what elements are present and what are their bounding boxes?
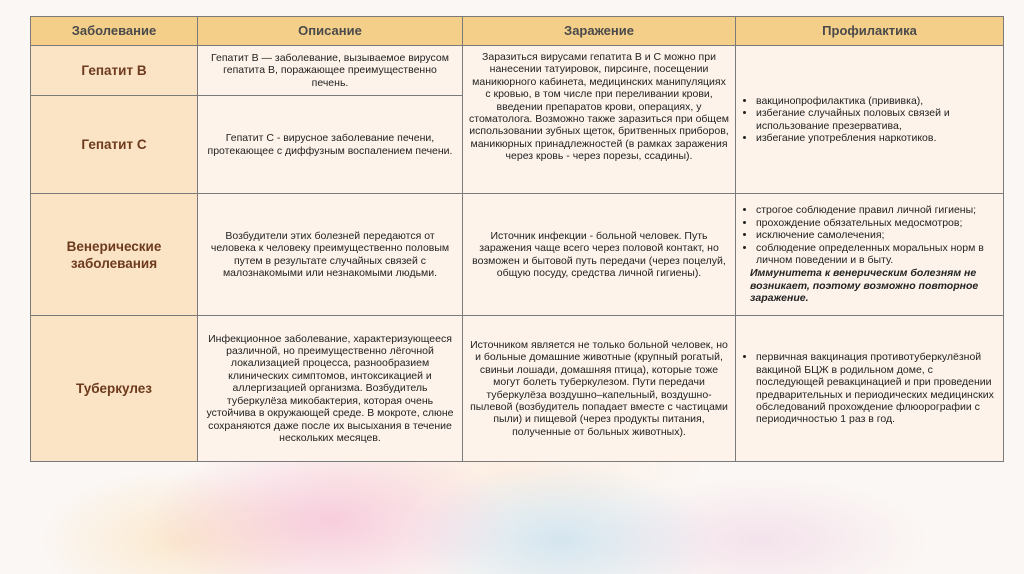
header-prevention: Профилактика: [736, 17, 1004, 46]
header-disease: Заболевание: [31, 17, 198, 46]
infection-venereal: Источник инфекции - больной человек. Путь заражения чаще всего через половой контакт, но возможен и бытовой путь передачи (через поцелуй, общую посуду, средства личной гигиены).: [463, 194, 736, 316]
list-item: • прохождение обязательных медосмотров;: [756, 217, 997, 229]
immunity-note: Иммунитета к венерическим болезням не возникает, поэтому возможно повторное заражение.: [750, 267, 979, 305]
description-tuberculosis: Инфекционное заболевание, характеризующееся различной, но преимущественно лёгочной локализацией процесса, разнообразием клинических симптомов, интоксикацией и аллергизацией организма. Возбудитель туберкулёза микобактерия, которая очень устойчива в окружающей среде. В мокроте, слюне сохраняются даже после их высыхания в течение нескольких месяцев.: [198, 316, 463, 462]
disease-name-tuberculosis: Туберкулез: [31, 316, 198, 462]
prevention-venereal: [736, 194, 1004, 316]
table-row: [31, 316, 1004, 462]
diseases-table: [30, 16, 1004, 462]
disease-name-hepatitis-b: Гепатит В: [31, 46, 198, 96]
header-infection: Заражение: [463, 17, 736, 46]
list-item: • первичная вакцинация противотуберкулёзной вакциной БЦЖ в родильном доме, с последующей ревакцинацией и при проведении предварительных и периодических медицинских обследований прохождение флюорографии с периодичностью 1 раз в год.: [756, 351, 997, 425]
list-item: • избегание употребления наркотиков.: [756, 132, 997, 144]
prevention-list: [742, 95, 997, 145]
list-item: • исключение самолечения;: [756, 229, 997, 241]
header-row: [31, 17, 1004, 46]
description-hepatitis-b: Гепатит В — заболевание, вызываемое вирусом гепатита В, поражающее преимущественно печень.: [198, 46, 463, 96]
prevention-tuberculosis: [736, 316, 1004, 462]
description-hepatitis-c: Гепатит С - вирусное заболевание печени, протекающее с диффузным воспалением печени.: [198, 96, 463, 194]
list-item: • строгое соблюдение правил личной гигиены;: [756, 204, 997, 216]
prevention-list: [742, 204, 997, 266]
prevention-hepatitis: [736, 46, 1004, 194]
disease-name-hepatitis-c: Гепатит С: [31, 96, 198, 194]
description-venereal: Возбудители этих болезней передаются от человека к человеку преимущественно половым путем в результате случайных связей с малознакомыми или незнакомыми людьми.: [198, 194, 463, 316]
prevention-list: [742, 351, 997, 425]
table-row: [31, 194, 1004, 316]
list-item: • соблюдение определенных моральных норм в личном поведении и в быту.: [756, 242, 997, 267]
list-item: • вакцинопрофилактика (прививка),: [756, 95, 997, 107]
list-item: • избегание случайных половых связей и использование презерватива,: [756, 107, 997, 132]
disease-name-venereal: Венерические заболевания: [31, 194, 198, 316]
table-row: [31, 46, 1004, 96]
infection-tuberculosis: Источником является не только больной человек, но и больные домашние животные (крупный рогатый, свиньи лошади, домашняя птица), которые тоже могут болеть туберкулезом. Пути передачи туберкулёза воздушно–капельный, воздушно-пылевой (возбудитель попадает вместе с частицами пыли) и пищевой (через продукты питания, полученные от больных животных).: [463, 316, 736, 462]
infection-hepatitis: Заразиться вирусами гепатита В и С можно при нанесении татуировок, пирсинге, посещении маникюрного кабинета, медицинских манипуляциях с кровью, в том числе при переливании крови, введении препаратов крови, операциях, у стоматолога. Возможно также заразиться при общем использовании зубных щеток, бритвенных приборов, маникюрных принадлежностей (в рамках заражения через кровь - через порезы, ссадины).: [463, 46, 736, 194]
header-description: Описание: [198, 17, 463, 46]
